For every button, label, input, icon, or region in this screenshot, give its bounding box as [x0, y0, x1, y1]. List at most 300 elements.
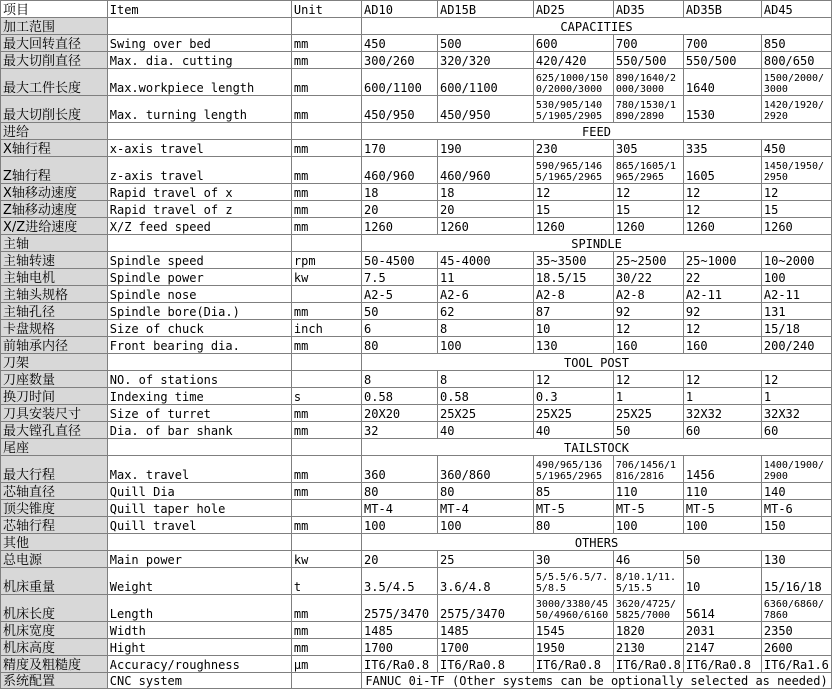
value-cell-model-ad35[interactable]: 8/10.1/11.5/15.5	[613, 568, 683, 595]
value-cell-model-ad10[interactable]: 1700	[362, 639, 438, 656]
value-cell-model-ad10[interactable]: IT6/Ra0.8	[362, 656, 438, 673]
row-label-cn[interactable]: 机床高度	[1, 639, 108, 656]
value-cell-model-ad15b[interactable]: 20	[437, 201, 533, 218]
value-cell-model-ad35[interactable]: 25~2500	[613, 252, 683, 269]
value-cell-model-ad45[interactable]: 1500/2000/3000	[761, 69, 831, 96]
row-label-en[interactable]: NO. of stations	[107, 371, 291, 388]
unit-cell[interactable]: t	[291, 568, 361, 595]
row-label-en[interactable]: Indexing time	[107, 388, 291, 405]
unit-cell[interactable]: mm	[291, 456, 361, 483]
value-cell-model-ad35[interactable]: 865/1605/1965/2965	[613, 157, 683, 184]
value-cell-model-ad45[interactable]: 15/16/18	[761, 568, 831, 595]
value-cell-model-ad35b[interactable]: 110	[683, 483, 761, 500]
value-cell-model-ad25[interactable]: 625/1000/1500/2000/3000	[533, 69, 613, 96]
value-cell-model-ad15b[interactable]: 45-4000	[437, 252, 533, 269]
row-label-cn[interactable]: 前轴承内径	[1, 337, 108, 354]
value-cell-model-ad35[interactable]: 50	[613, 422, 683, 439]
row-label-cn[interactable]: 最大工件长度	[1, 69, 108, 96]
value-cell-model-ad15b[interactable]: 500	[437, 35, 533, 52]
value-cell-model-ad35b[interactable]: 12	[683, 371, 761, 388]
row-label-cn[interactable]: 加工范围	[1, 18, 108, 35]
value-cell-model-ad25[interactable]: 85	[533, 483, 613, 500]
value-cell-model-ad10[interactable]: 20X20	[362, 405, 438, 422]
header-cell[interactable]: 项目	[1, 1, 108, 18]
value-cell-model-ad45[interactable]: 6360/6860/7860	[761, 595, 831, 622]
empty-cell[interactable]	[107, 439, 291, 456]
value-cell-model-ad10[interactable]: 18	[362, 184, 438, 201]
unit-cell[interactable]: mm	[291, 157, 361, 184]
value-cell-model-ad10[interactable]: A2-5	[362, 286, 438, 303]
value-cell-model-ad45[interactable]: 131	[761, 303, 831, 320]
unit-cell[interactable]	[291, 673, 361, 689]
section-title[interactable]: CAPACITIES	[362, 18, 832, 35]
value-cell-model-ad15b[interactable]: 0.58	[437, 388, 533, 405]
unit-cell[interactable]: mm	[291, 69, 361, 96]
unit-cell[interactable]: mm	[291, 184, 361, 201]
row-label-cn[interactable]: 尾座	[1, 439, 108, 456]
value-cell-model-ad35[interactable]: 2130	[613, 639, 683, 656]
empty-cell[interactable]	[291, 235, 361, 252]
value-cell-model-ad10[interactable]: 20	[362, 551, 438, 568]
unit-cell[interactable]: mm	[291, 517, 361, 534]
empty-cell[interactable]	[107, 354, 291, 371]
header-cell[interactable]: AD45	[761, 1, 831, 18]
row-label-en[interactable]: X/Z feed speed	[107, 218, 291, 235]
value-cell-model-ad10[interactable]: 600/1100	[362, 69, 438, 96]
row-label-cn[interactable]: 进给	[1, 123, 108, 140]
row-label-en[interactable]: Quill taper hole	[107, 500, 291, 517]
value-cell-model-ad45[interactable]: 2600	[761, 639, 831, 656]
row-label-en[interactable]: Spindle power	[107, 269, 291, 286]
empty-cell[interactable]	[107, 534, 291, 551]
value-cell-model-ad15b[interactable]: 100	[437, 517, 533, 534]
header-cell[interactable]: Unit	[291, 1, 361, 18]
empty-cell[interactable]	[291, 354, 361, 371]
value-cell-model-ad15b[interactable]: 100	[437, 337, 533, 354]
value-cell-model-ad10[interactable]: 3.5/4.5	[362, 568, 438, 595]
value-cell-model-ad35b[interactable]: 2147	[683, 639, 761, 656]
value-cell-model-ad45[interactable]: A2-11	[761, 286, 831, 303]
empty-cell[interactable]	[107, 123, 291, 140]
row-label-cn[interactable]: X/Z进给速度	[1, 218, 108, 235]
row-label-cn[interactable]: X轴行程	[1, 140, 108, 157]
value-cell-model-ad35[interactable]: 3620/4725/5825/7000	[613, 595, 683, 622]
row-label-en[interactable]: Max.workpiece length	[107, 69, 291, 96]
value-cell-model-ad25[interactable]: 1950	[533, 639, 613, 656]
value-cell-model-ad35b[interactable]: 1	[683, 388, 761, 405]
row-label-en[interactable]: Main power	[107, 551, 291, 568]
value-cell-model-ad35b[interactable]: 5614	[683, 595, 761, 622]
value-cell-model-ad45[interactable]: 1420/1920/2920	[761, 96, 831, 123]
value-cell-model-ad10[interactable]: MT-4	[362, 500, 438, 517]
row-label-en[interactable]: Accuracy/roughness	[107, 656, 291, 673]
value-cell-model-ad35b[interactable]: 335	[683, 140, 761, 157]
value-cell-model-ad25[interactable]: 3000/3380/4550/4960/6160	[533, 595, 613, 622]
empty-cell[interactable]	[107, 235, 291, 252]
value-cell-model-ad35[interactable]: 305	[613, 140, 683, 157]
row-label-cn[interactable]: 系统配置	[1, 673, 108, 689]
value-cell-model-ad15b[interactable]: 25X25	[437, 405, 533, 422]
value-cell-model-ad10[interactable]: 100	[362, 517, 438, 534]
unit-cell[interactable]: inch	[291, 320, 361, 337]
row-label-cn[interactable]: 刀具安装尺寸	[1, 405, 108, 422]
unit-cell[interactable]: s	[291, 388, 361, 405]
value-cell-model-ad25[interactable]: 12	[533, 371, 613, 388]
unit-cell[interactable]: kw	[291, 269, 361, 286]
value-cell-model-ad25[interactable]: 80	[533, 517, 613, 534]
row-label-cn[interactable]: 换刀时间	[1, 388, 108, 405]
row-label-en[interactable]: Length	[107, 595, 291, 622]
value-cell-model-ad15b[interactable]: 460/960	[437, 157, 533, 184]
value-cell-model-ad35b[interactable]: 12	[683, 320, 761, 337]
value-cell-model-ad25[interactable]: A2-8	[533, 286, 613, 303]
row-label-cn[interactable]: X轴移动速度	[1, 184, 108, 201]
value-cell-model-ad35[interactable]: 706/1456/1816/2816	[613, 456, 683, 483]
empty-cell[interactable]	[107, 18, 291, 35]
row-label-cn[interactable]: 最大行程	[1, 456, 108, 483]
value-cell-model-ad45[interactable]: 1	[761, 388, 831, 405]
header-cell[interactable]: AD15B	[437, 1, 533, 18]
unit-cell[interactable]: mm	[291, 201, 361, 218]
value-cell-model-ad45[interactable]: 2350	[761, 622, 831, 639]
row-label-en[interactable]: Weight	[107, 568, 291, 595]
row-label-en[interactable]: Max. turning length	[107, 96, 291, 123]
value-cell-model-ad10[interactable]: 360	[362, 456, 438, 483]
value-cell-model-ad10[interactable]: 1260	[362, 218, 438, 235]
value-cell-model-ad15b[interactable]: 25	[437, 551, 533, 568]
header-cell[interactable]: AD10	[362, 1, 438, 18]
value-cell-model-ad45[interactable]: 850	[761, 35, 831, 52]
value-cell-model-ad25[interactable]: 25X25	[533, 405, 613, 422]
value-cell-model-ad35b[interactable]: 700	[683, 35, 761, 52]
value-cell-model-ad15b[interactable]: 40	[437, 422, 533, 439]
value-cell-model-ad25[interactable]: 40	[533, 422, 613, 439]
unit-cell[interactable]: mm	[291, 639, 361, 656]
header-cell[interactable]: Item	[107, 1, 291, 18]
value-cell-model-ad15b[interactable]: MT-4	[437, 500, 533, 517]
value-cell-model-ad15b[interactable]: A2-6	[437, 286, 533, 303]
value-cell-model-ad15b[interactable]: 2575/3470	[437, 595, 533, 622]
value-cell-model-ad35b[interactable]: 1456	[683, 456, 761, 483]
value-cell-model-ad45[interactable]: 15	[761, 201, 831, 218]
row-label-en[interactable]: Spindle bore(Dia.)	[107, 303, 291, 320]
value-cell-model-ad45[interactable]: 32X32	[761, 405, 831, 422]
value-cell-model-ad45[interactable]: 150	[761, 517, 831, 534]
value-cell-model-ad15b[interactable]: 190	[437, 140, 533, 157]
row-label-cn[interactable]: Z轴行程	[1, 157, 108, 184]
row-label-cn[interactable]: 最大回转直径	[1, 35, 108, 52]
header-cell[interactable]: AD25	[533, 1, 613, 18]
row-label-en[interactable]: Quill travel	[107, 517, 291, 534]
value-cell-model-ad35[interactable]: 110	[613, 483, 683, 500]
value-cell-model-ad10[interactable]: 20	[362, 201, 438, 218]
value-cell-model-ad15b[interactable]: 360/860	[437, 456, 533, 483]
value-cell-model-ad45[interactable]: 1400/1900/2900	[761, 456, 831, 483]
value-cell-model-ad45[interactable]: 12	[761, 184, 831, 201]
row-label-cn[interactable]: 最大镗孔直径	[1, 422, 108, 439]
row-label-en[interactable]: Max. travel	[107, 456, 291, 483]
empty-cell[interactable]	[291, 439, 361, 456]
value-cell-model-ad35[interactable]: 160	[613, 337, 683, 354]
value-cell-model-ad35b[interactable]: 2031	[683, 622, 761, 639]
value-cell-model-ad45[interactable]: 10~2000	[761, 252, 831, 269]
value-cell-model-ad35b[interactable]: IT6/Ra0.8	[683, 656, 761, 673]
value-cell-model-ad35b[interactable]: 60	[683, 422, 761, 439]
row-label-cn[interactable]: 芯轴行程	[1, 517, 108, 534]
value-cell-model-ad15b[interactable]: 1485	[437, 622, 533, 639]
row-label-en[interactable]: Rapid travel of z	[107, 201, 291, 218]
row-label-cn[interactable]: 刀架	[1, 354, 108, 371]
value-cell-model-ad10[interactable]: 1485	[362, 622, 438, 639]
unit-cell[interactable]: mm	[291, 52, 361, 69]
value-cell-model-ad35[interactable]: 12	[613, 184, 683, 201]
value-cell-model-ad10[interactable]: 2575/3470	[362, 595, 438, 622]
value-cell-model-ad15b[interactable]: 600/1100	[437, 69, 533, 96]
unit-cell[interactable]: mm	[291, 96, 361, 123]
value-cell-model-ad35b[interactable]: 1260	[683, 218, 761, 235]
value-cell-model-ad35b[interactable]: 1530	[683, 96, 761, 123]
value-cell-model-ad10[interactable]: 460/960	[362, 157, 438, 184]
row-label-cn[interactable]: 主轴头规格	[1, 286, 108, 303]
value-cell-model-ad35[interactable]: 780/1530/1890/2890	[613, 96, 683, 123]
value-cell-model-ad35[interactable]: 46	[613, 551, 683, 568]
value-cell-model-ad45[interactable]: 100	[761, 269, 831, 286]
value-cell-model-ad15b[interactable]: IT6/Ra0.8	[437, 656, 533, 673]
value-cell-model-ad45[interactable]: 12	[761, 371, 831, 388]
value-cell-model-ad45[interactable]: 450	[761, 140, 831, 157]
row-label-cn[interactable]: 机床长度	[1, 595, 108, 622]
value-cell-model-ad45[interactable]: 1450/1950/2950	[761, 157, 831, 184]
row-label-en[interactable]: Width	[107, 622, 291, 639]
row-label-cn[interactable]: 机床宽度	[1, 622, 108, 639]
value-cell-model-ad35b[interactable]: 160	[683, 337, 761, 354]
value-cell-model-ad25[interactable]: 130	[533, 337, 613, 354]
span-value[interactable]: FANUC 0i-TF (Other systems can be optionally selected as needed)	[362, 673, 832, 689]
section-title[interactable]: TAILSTOCK	[362, 439, 832, 456]
row-label-en[interactable]: z-axis travel	[107, 157, 291, 184]
value-cell-model-ad25[interactable]: MT-5	[533, 500, 613, 517]
value-cell-model-ad10[interactable]: 170	[362, 140, 438, 157]
value-cell-model-ad15b[interactable]: 8	[437, 320, 533, 337]
value-cell-model-ad10[interactable]: 7.5	[362, 269, 438, 286]
row-label-cn[interactable]: 最大切削直径	[1, 52, 108, 69]
value-cell-model-ad35b[interactable]: 1605	[683, 157, 761, 184]
value-cell-model-ad25[interactable]: 87	[533, 303, 613, 320]
value-cell-model-ad35[interactable]: A2-8	[613, 286, 683, 303]
value-cell-model-ad35[interactable]: 1260	[613, 218, 683, 235]
value-cell-model-ad10[interactable]: 450/950	[362, 96, 438, 123]
row-label-en[interactable]: Dia. of bar shank	[107, 422, 291, 439]
value-cell-model-ad35b[interactable]: 100	[683, 517, 761, 534]
value-cell-model-ad25[interactable]: 490/965/1365/1965/2965	[533, 456, 613, 483]
unit-cell[interactable]: mm	[291, 622, 361, 639]
value-cell-model-ad25[interactable]: 600	[533, 35, 613, 52]
value-cell-model-ad35[interactable]: MT-5	[613, 500, 683, 517]
unit-cell[interactable]: mm	[291, 303, 361, 320]
value-cell-model-ad10[interactable]: 8	[362, 371, 438, 388]
unit-cell[interactable]: kw	[291, 551, 361, 568]
header-cell[interactable]: AD35B	[683, 1, 761, 18]
value-cell-model-ad35b[interactable]: 22	[683, 269, 761, 286]
value-cell-model-ad25[interactable]: 530/905/1405/1905/2905	[533, 96, 613, 123]
value-cell-model-ad45[interactable]: 200/240	[761, 337, 831, 354]
value-cell-model-ad25[interactable]: 12	[533, 184, 613, 201]
value-cell-model-ad10[interactable]: 32	[362, 422, 438, 439]
value-cell-model-ad35b[interactable]: 10	[683, 568, 761, 595]
empty-cell[interactable]	[291, 123, 361, 140]
row-label-en[interactable]: Size of turret	[107, 405, 291, 422]
value-cell-model-ad35[interactable]: 25X25	[613, 405, 683, 422]
value-cell-model-ad25[interactable]: 15	[533, 201, 613, 218]
row-label-en[interactable]: Rapid travel of x	[107, 184, 291, 201]
value-cell-model-ad35[interactable]: 100	[613, 517, 683, 534]
value-cell-model-ad25[interactable]: 230	[533, 140, 613, 157]
value-cell-model-ad25[interactable]: 35~3500	[533, 252, 613, 269]
value-cell-model-ad15b[interactable]: 62	[437, 303, 533, 320]
value-cell-model-ad35[interactable]: 550/500	[613, 52, 683, 69]
unit-cell[interactable]: μm	[291, 656, 361, 673]
spec-row	[1, 140, 832, 157]
unit-cell[interactable]: mm	[291, 595, 361, 622]
value-cell-model-ad25[interactable]: 1545	[533, 622, 613, 639]
unit-cell[interactable]: mm	[291, 483, 361, 500]
value-cell-model-ad45[interactable]: 15/18	[761, 320, 831, 337]
value-cell-model-ad10[interactable]: 50	[362, 303, 438, 320]
row-label-cn[interactable]: 刀座数量	[1, 371, 108, 388]
unit-cell[interactable]	[291, 286, 361, 303]
value-cell-model-ad25[interactable]: 420/420	[533, 52, 613, 69]
value-cell-model-ad45[interactable]: 800/650	[761, 52, 831, 69]
value-cell-model-ad35b[interactable]: 32X32	[683, 405, 761, 422]
value-cell-model-ad10[interactable]: 300/260	[362, 52, 438, 69]
section-row	[1, 439, 832, 456]
value-cell-model-ad35b[interactable]: 550/500	[683, 52, 761, 69]
value-cell-model-ad35b[interactable]: 12	[683, 184, 761, 201]
unit-cell[interactable]: mm	[291, 218, 361, 235]
row-label-en[interactable]: Size of chuck	[107, 320, 291, 337]
value-cell-model-ad45[interactable]: 1260	[761, 218, 831, 235]
value-cell-model-ad45[interactable]: MT-6	[761, 500, 831, 517]
row-label-cn[interactable]: 主轴转速	[1, 252, 108, 269]
unit-cell[interactable]: mm	[291, 35, 361, 52]
value-cell-model-ad35[interactable]: 890/1640/2000/3000	[613, 69, 683, 96]
value-cell-model-ad15b[interactable]: 80	[437, 483, 533, 500]
value-cell-model-ad15b[interactable]: 3.6/4.8	[437, 568, 533, 595]
row-label-cn[interactable]: 主轴电机	[1, 269, 108, 286]
value-cell-model-ad10[interactable]: 450	[362, 35, 438, 52]
unit-cell[interactable]: mm	[291, 405, 361, 422]
value-cell-model-ad15b[interactable]: 18	[437, 184, 533, 201]
unit-cell[interactable]	[291, 371, 361, 388]
row-label-en[interactable]: Max. dia. cutting	[107, 52, 291, 69]
value-cell-model-ad25[interactable]: 18.5/15	[533, 269, 613, 286]
empty-cell[interactable]	[291, 534, 361, 551]
unit-cell[interactable]: mm	[291, 337, 361, 354]
value-cell-model-ad35b[interactable]: 1640	[683, 69, 761, 96]
section-title[interactable]: TOOL POST	[362, 354, 832, 371]
value-cell-model-ad15b[interactable]: 320/320	[437, 52, 533, 69]
row-label-en[interactable]: Front bearing dia.	[107, 337, 291, 354]
header-cell[interactable]: AD35	[613, 1, 683, 18]
value-cell-model-ad10[interactable]: 6	[362, 320, 438, 337]
value-cell-model-ad25[interactable]: 1260	[533, 218, 613, 235]
value-cell-model-ad45[interactable]: IT6/Ra1.6	[761, 656, 831, 673]
row-label-cn[interactable]: 其他	[1, 534, 108, 551]
value-cell-model-ad10[interactable]: 0.58	[362, 388, 438, 405]
value-cell-model-ad10[interactable]: 80	[362, 483, 438, 500]
row-label-en[interactable]: x-axis travel	[107, 140, 291, 157]
value-cell-model-ad25[interactable]: IT6/Ra0.8	[533, 656, 613, 673]
unit-cell[interactable]: mm	[291, 140, 361, 157]
value-cell-model-ad35[interactable]: 15	[613, 201, 683, 218]
value-cell-model-ad35[interactable]: IT6/Ra0.8	[613, 656, 683, 673]
value-cell-model-ad25[interactable]: 5/5.5/6.5/7.5/8.5	[533, 568, 613, 595]
row-label-en[interactable]: Swing over bed	[107, 35, 291, 52]
value-cell-model-ad15b[interactable]: 450/950	[437, 96, 533, 123]
value-cell-model-ad35[interactable]: 30/22	[613, 269, 683, 286]
value-cell-model-ad25[interactable]: 590/965/1465/1965/2965	[533, 157, 613, 184]
row-label-cn[interactable]: 芯轴直径	[1, 483, 108, 500]
value-cell-model-ad35b[interactable]: A2-11	[683, 286, 761, 303]
value-cell-model-ad15b[interactable]: 1700	[437, 639, 533, 656]
row-label-cn[interactable]: 最大切削长度	[1, 96, 108, 123]
value-cell-model-ad45[interactable]: 130	[761, 551, 831, 568]
row-label-en[interactable]: Spindle speed	[107, 252, 291, 269]
row-label-cn[interactable]: Z轴移动速度	[1, 201, 108, 218]
row-label-cn[interactable]: 精度及粗糙度	[1, 656, 108, 673]
value-cell-model-ad45[interactable]: 60	[761, 422, 831, 439]
value-cell-model-ad35[interactable]: 92	[613, 303, 683, 320]
value-cell-model-ad25[interactable]: 0.3	[533, 388, 613, 405]
value-cell-model-ad15b[interactable]: 11	[437, 269, 533, 286]
value-cell-model-ad35b[interactable]: MT-5	[683, 500, 761, 517]
value-cell-model-ad15b[interactable]: 1260	[437, 218, 533, 235]
section-title[interactable]: FEED	[362, 123, 832, 140]
empty-cell[interactable]	[291, 18, 361, 35]
value-cell-model-ad10[interactable]: 80	[362, 337, 438, 354]
value-cell-model-ad35b[interactable]: 25~1000	[683, 252, 761, 269]
row-label-cn[interactable]: 卡盘规格	[1, 320, 108, 337]
section-title[interactable]: SPINDLE	[362, 235, 832, 252]
section-title[interactable]: OTHERS	[362, 534, 832, 551]
value-cell-model-ad35[interactable]: 12	[613, 371, 683, 388]
row-label-cn[interactable]: 顶尖锥度	[1, 500, 108, 517]
value-cell-model-ad35b[interactable]: 92	[683, 303, 761, 320]
row-label-cn[interactable]: 主轴孔径	[1, 303, 108, 320]
row-label-en[interactable]: CNC system	[107, 673, 291, 689]
row-label-cn[interactable]: 总电源	[1, 551, 108, 568]
row-label-en[interactable]: Hight	[107, 639, 291, 656]
value-cell-model-ad35b[interactable]: 50	[683, 551, 761, 568]
value-cell-model-ad45[interactable]: 140	[761, 483, 831, 500]
value-cell-model-ad35[interactable]: 12	[613, 320, 683, 337]
value-cell-model-ad35[interactable]: 1	[613, 388, 683, 405]
row-label-cn[interactable]: 主轴	[1, 235, 108, 252]
value-cell-model-ad25[interactable]: 10	[533, 320, 613, 337]
unit-cell[interactable]	[291, 500, 361, 517]
value-cell-model-ad35[interactable]: 1820	[613, 622, 683, 639]
value-cell-model-ad10[interactable]: 50-4500	[362, 252, 438, 269]
value-cell-model-ad35[interactable]: 700	[613, 35, 683, 52]
unit-cell[interactable]: mm	[291, 422, 361, 439]
value-cell-model-ad25[interactable]: 30	[533, 551, 613, 568]
unit-cell[interactable]: rpm	[291, 252, 361, 269]
value-cell-model-ad35b[interactable]: 12	[683, 201, 761, 218]
value-cell-model-ad15b[interactable]: 8	[437, 371, 533, 388]
row-label-cn[interactable]: 机床重量	[1, 568, 108, 595]
row-label-en[interactable]: Quill Dia	[107, 483, 291, 500]
row-label-en[interactable]: Spindle nose	[107, 286, 291, 303]
